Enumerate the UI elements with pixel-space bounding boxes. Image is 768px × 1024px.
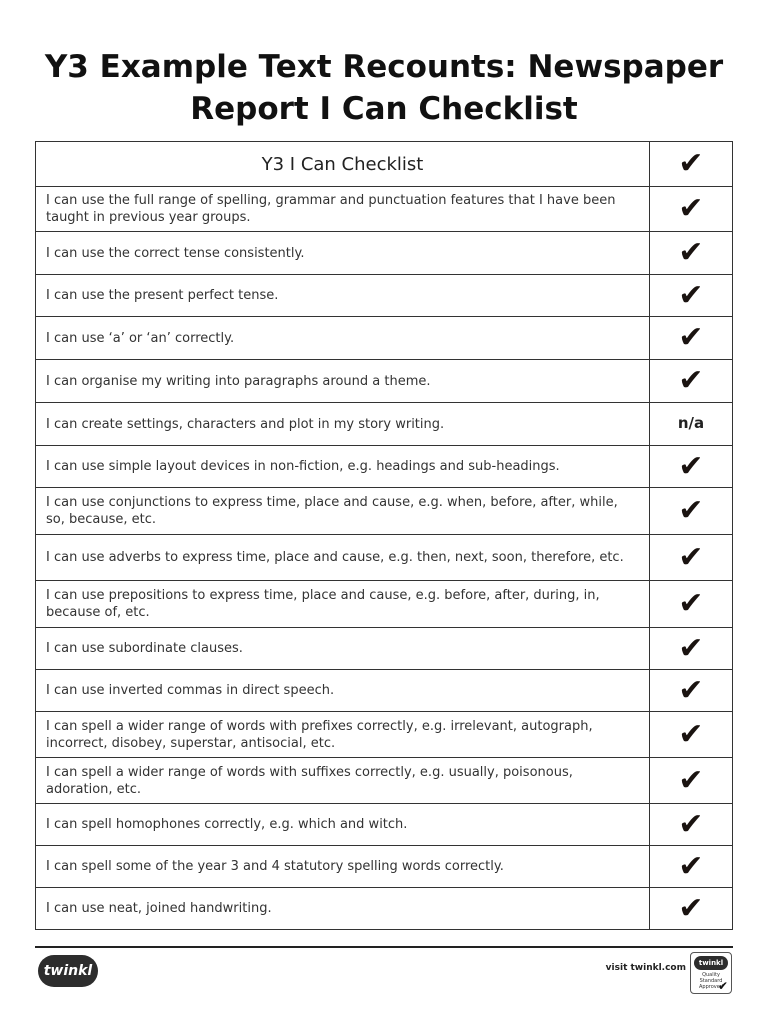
checklist-row-text: I can use ‘a’ or ‘an’ correctly. xyxy=(36,317,650,360)
checklist-row-mark-cell xyxy=(650,628,733,670)
checklist-row-text: I can use the present perfect tense. xyxy=(36,275,650,317)
checklist-row-mark-cell xyxy=(650,846,733,888)
check-icon: ✔ xyxy=(678,448,704,484)
check-icon: ✔ xyxy=(678,806,704,842)
checklist-row-mark-cell xyxy=(650,535,733,581)
checklist-header-tick-cell xyxy=(650,142,733,187)
checklist-row-mark-cell xyxy=(650,360,733,403)
checklist-row-text: I can use simple layout devices in non-fiction, e.g. headings and sub-headings. xyxy=(36,446,650,488)
checklist-row-mark-cell xyxy=(650,403,733,446)
checklist-row xyxy=(36,888,733,930)
checklist-row xyxy=(36,488,733,535)
check-icon: ✔ xyxy=(678,363,704,398)
check-icon: ✔ xyxy=(678,848,704,884)
footer-divider xyxy=(35,946,733,948)
check-icon: ✔ xyxy=(678,762,704,798)
checklist-row-text: I can create settings, characters and plot in my story writing. xyxy=(36,403,650,446)
checklist-row xyxy=(36,187,733,232)
checklist-row-mark-cell xyxy=(650,758,733,804)
checklist-row-text: I can organise my writing into paragraphs around a theme. xyxy=(36,360,650,403)
checklist-row-mark-cell xyxy=(650,670,733,712)
checklist-row-text: I can spell some of the year 3 and 4 statutory spelling words correctly. xyxy=(36,846,650,888)
checklist-row-mark-cell xyxy=(650,317,733,360)
visit-link[interactable]: visit twinkl.com xyxy=(605,963,686,973)
checklist-row-mark-cell xyxy=(650,187,733,232)
check-icon: ✔ xyxy=(678,539,704,575)
checklist-header-label: Y3 I Can Checklist xyxy=(36,142,650,187)
check-icon: ✔ xyxy=(678,277,704,313)
not-applicable-label: n/a xyxy=(677,414,705,432)
check-icon: ✔ xyxy=(678,630,704,666)
checklist-row-text: I can spell a wider range of words with prefixes correctly, e.g. irrelevant, autograph, incorrect, disobey, superstar, antisocial, etc. xyxy=(36,712,650,758)
checklist-row-mark-cell xyxy=(650,232,733,275)
badge-caption: Quality Standard Approved xyxy=(699,972,723,990)
page-title xyxy=(0,46,768,130)
badge-logo: twinkl xyxy=(694,956,728,970)
check-icon: ✔ xyxy=(678,672,704,708)
check-icon: ✔ xyxy=(678,716,704,752)
page-title-line-1: Y3 Example Text Recounts: Newspaper xyxy=(44,49,724,85)
checklist-row-text: I can use subordinate clauses. xyxy=(36,628,650,670)
checklist-table xyxy=(35,141,733,930)
check-icon: ✔ xyxy=(678,586,704,621)
checklist-row-text: I can use neat, joined handwriting. xyxy=(36,888,650,930)
page-title-line-2: Report I Can Checklist xyxy=(190,91,578,127)
check-icon: ✔ xyxy=(678,191,704,226)
checklist-row-mark-cell xyxy=(650,888,733,930)
checklist-row-mark-cell xyxy=(650,581,733,628)
checklist-row-text: I can spell a wider range of words with suffixes correctly, e.g. usually, poisonous, adoration, etc. xyxy=(36,758,650,804)
checklist-row-text: I can spell homophones correctly, e.g. which and witch. xyxy=(36,804,650,846)
checklist-row xyxy=(36,804,733,846)
checklist-row xyxy=(36,535,733,581)
checklist-row xyxy=(36,581,733,628)
checklist-row xyxy=(36,628,733,670)
check-icon: ✔ xyxy=(678,146,704,181)
checklist-row-mark-cell xyxy=(650,712,733,758)
check-icon: ✔ xyxy=(678,493,704,528)
checklist-row xyxy=(36,758,733,804)
check-icon: ✔ xyxy=(678,890,704,926)
checklist-header-row xyxy=(36,142,733,187)
checklist-row-text: I can use adverbs to express time, place and cause, e.g. then, next, soon, therefore, etc. xyxy=(36,535,650,581)
checklist-row xyxy=(36,360,733,403)
checklist-row xyxy=(36,232,733,275)
checklist-row xyxy=(36,403,733,446)
checklist-row xyxy=(36,670,733,712)
checklist-row-mark-cell xyxy=(650,804,733,846)
check-icon: ✔ xyxy=(678,235,704,270)
check-icon: ✔ xyxy=(678,320,704,355)
checklist-row xyxy=(36,275,733,317)
checklist-row-text: I can use prepositions to express time, place and cause, e.g. before, after, during, in, because of, etc. xyxy=(36,581,650,628)
checklist-row-text: I can use the correct tense consistently. xyxy=(36,232,650,275)
check-icon: ✔ xyxy=(718,979,729,993)
twinkl-logo: twinkl xyxy=(38,955,98,987)
checklist-row-text: I can use inverted commas in direct speech. xyxy=(36,670,650,712)
checklist-row-mark-cell xyxy=(650,275,733,317)
checklist-row xyxy=(36,317,733,360)
checklist-row-mark-cell xyxy=(650,488,733,535)
quality-badge xyxy=(690,952,732,994)
checklist-row-text: I can use conjunctions to express time, place and cause, e.g. when, before, after, while, so, because, etc. xyxy=(36,488,650,535)
checklist-row-mark-cell xyxy=(650,446,733,488)
checklist-row xyxy=(36,446,733,488)
checklist-row xyxy=(36,846,733,888)
checklist-row-text: I can use the full range of spelling, grammar and punctuation features that I have been taught in previous year groups. xyxy=(36,187,650,232)
checklist-row xyxy=(36,712,733,758)
